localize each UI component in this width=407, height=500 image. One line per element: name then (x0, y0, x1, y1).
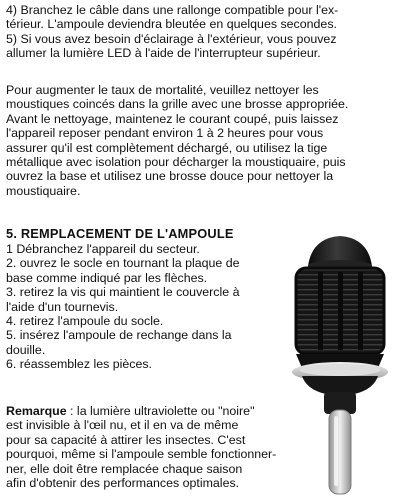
step-line: 1 Débranchez l'appareil du secteur. (6, 242, 200, 256)
remark-paragraph (6, 404, 276, 490)
replacement-steps (6, 242, 240, 372)
cleaning-line: l'appareil reposer pendant environ 1 à 2 heures pour vous (6, 126, 324, 141)
remark-line: pour sa capacité à attirer les insectes. C'est (6, 432, 246, 447)
cleaning-line: moustiques coincés dans la grille avec une brosse appropriée. (6, 97, 349, 112)
remark-line: ner, elle doit être remplacée chaque saison (6, 461, 243, 476)
intro-line: 4) Branchez le câble dans une rallonge compatible pour l'ex- (6, 3, 339, 17)
section-title: 5. REMPLACEMENT DE L'AMPOULE (6, 226, 234, 241)
remark-line: est invisible à l'œil nu, et il en va de même (6, 418, 239, 433)
step-line: 4. retirez l'ampoule du socle. (6, 314, 164, 329)
remark-line (6, 404, 276, 418)
step-line: 3. retirez la vis qui maintient le couvercle à (6, 285, 240, 300)
cleaning-paragraph (6, 83, 348, 198)
intro-paragraph (6, 3, 338, 61)
step-line: base comme indiqué par les flèches. (6, 270, 208, 285)
cleaning-line: métallique avec isolation pour décharger la moustiquaire, puis (6, 155, 346, 170)
intro-line: 5) Si vous avez besoin d'éclairage à l'extérieur, vous pouvez (6, 31, 337, 46)
cleaning-line: moustiquaire. (6, 183, 81, 198)
step-line: l'aide d'un tournevis. (6, 299, 119, 314)
step-line: 5. insérez l'ampoule de rechange dans la (6, 328, 232, 343)
intro-line: térieur. L'ampoule deviendra bleutée en quelques secondes. (6, 17, 337, 32)
step-line: 6. réassemblez les pièces. (6, 357, 153, 372)
cleaning-line: Pour augmenter le taux de mortalité, veuillez nettoyer les (6, 83, 319, 97)
remark-line: pourquoi, même si l'ampoule semble fonctionner- (6, 447, 277, 462)
intro-line: allumer la lumière LED à l'aide de l'interrupteur supérieur. (6, 46, 321, 61)
cleaning-line: assurer qu'il est complètement déchargé, ou utilisez la tige (6, 140, 328, 155)
cleaning-line: ouvrez la base et utilisez une brosse douce pour nettoyer la (6, 169, 334, 184)
lamp-plug-stake (329, 410, 351, 494)
remark-first-line: : la lumière ultraviolette ou "noire" (66, 404, 255, 418)
remark-label: Remarque (6, 404, 67, 418)
step-line: douille. (6, 342, 46, 357)
cleaning-line: Avant le nettoyage, maintenez le courant coupé, puis laissez (6, 111, 339, 126)
step-line: 2. ouvrez le socle en tournant la plaque de (6, 256, 240, 271)
remark-line: afin d'obtenir des performances optimales. (6, 476, 240, 491)
mosquito-lamp-image (278, 226, 402, 500)
